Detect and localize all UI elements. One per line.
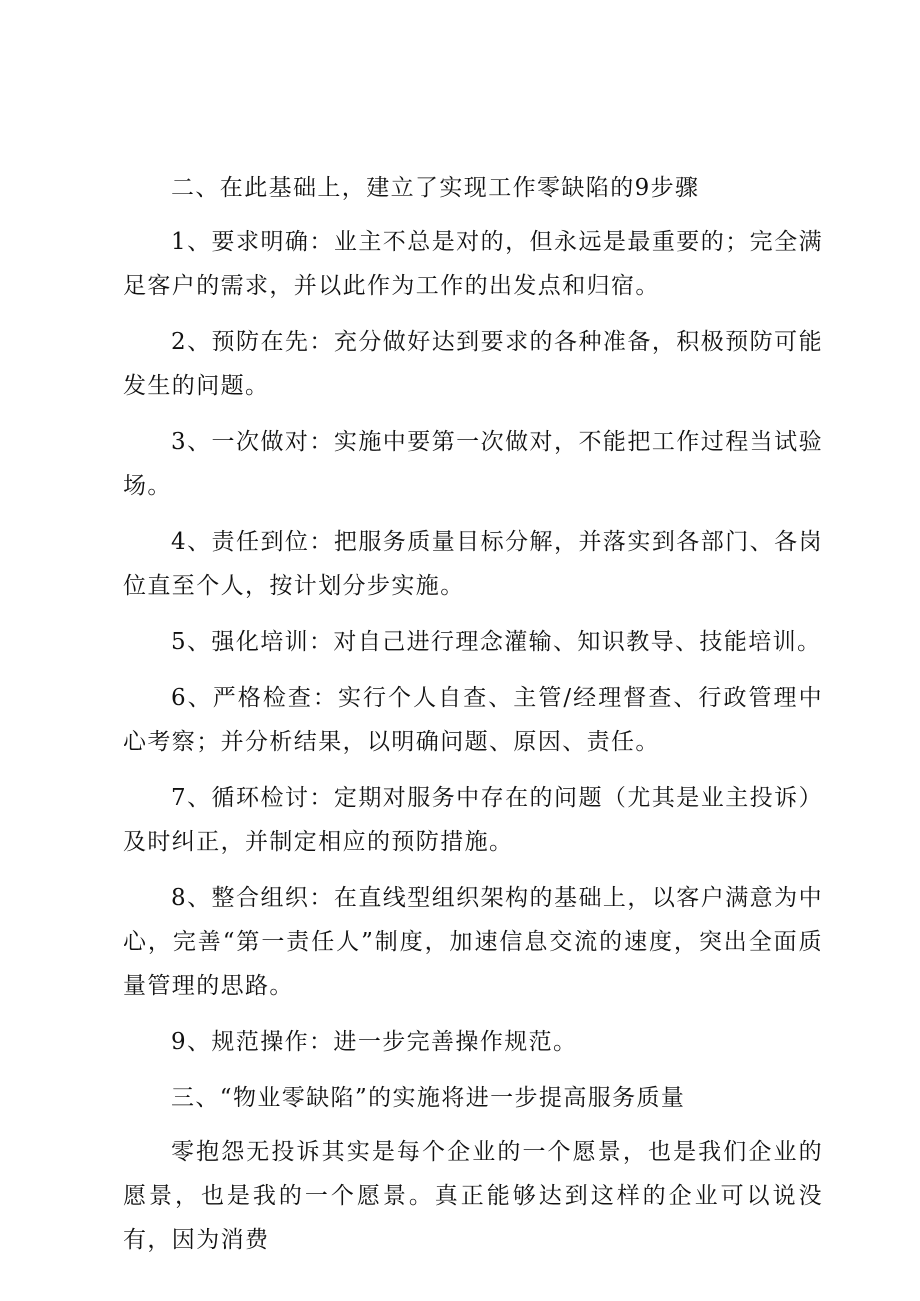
step-9-paragraph: 9、规范操作：进一步完善操作规范。 (171, 1029, 578, 1055)
body-paragraph: 零抱怨无投诉其实是每个企业的一个愿景，也是我们企业的愿景，也是我的一个愿景。真正能够达到这样的企业可以说没有，因为消费 (123, 1139, 823, 1253)
step-6-paragraph: 6、严格检查：实行个人自查、主管/经理督查、行政管理中心考察；并分析结果，以明确问题、原因、责任。 (123, 685, 823, 755)
step-2-paragraph: 2、预防在先：充分做好达到要求的各种准备，积极预防可能发生的问题。 (123, 329, 823, 399)
step-8-paragraph: 8、整合组织：在直线型组织架构的基础上，以客户满意为中心，完善“第一责任人”制度，加速信息交流的速度，突出全面质量管理的思路。 (123, 885, 823, 999)
document-body (123, 166, 823, 1274)
section-heading-two: 二、在此基础上，建立了实现工作零缺陷的9步骤 (171, 175, 700, 201)
step-4-paragraph: 4、责任到位：把服务质量目标分解，并落实到各部门、各岗位直至个人，按计划分步实施。 (123, 529, 823, 599)
step-5-paragraph: 5、强化培训：对自己进行理念灌输、知识教导、技能培训。 (171, 629, 822, 655)
step-7-paragraph: 7、循环检讨：定期对服务中存在的问题（尤其是业主投诉）及时纠正，并制定相应的预防措施。 (123, 785, 823, 855)
section-heading-three: 三、“物业零缺陷”的实施将进一步提高服务质量 (171, 1085, 686, 1111)
step-1-paragraph: 1、要求明确：业主不总是对的，但永远是最重要的；完全满足客户的需求，并以此作为工作的出发点和归宿。 (123, 229, 823, 299)
step-3-paragraph: 3、一次做对：实施中要第一次做对，不能把工作过程当试验场。 (123, 429, 823, 499)
